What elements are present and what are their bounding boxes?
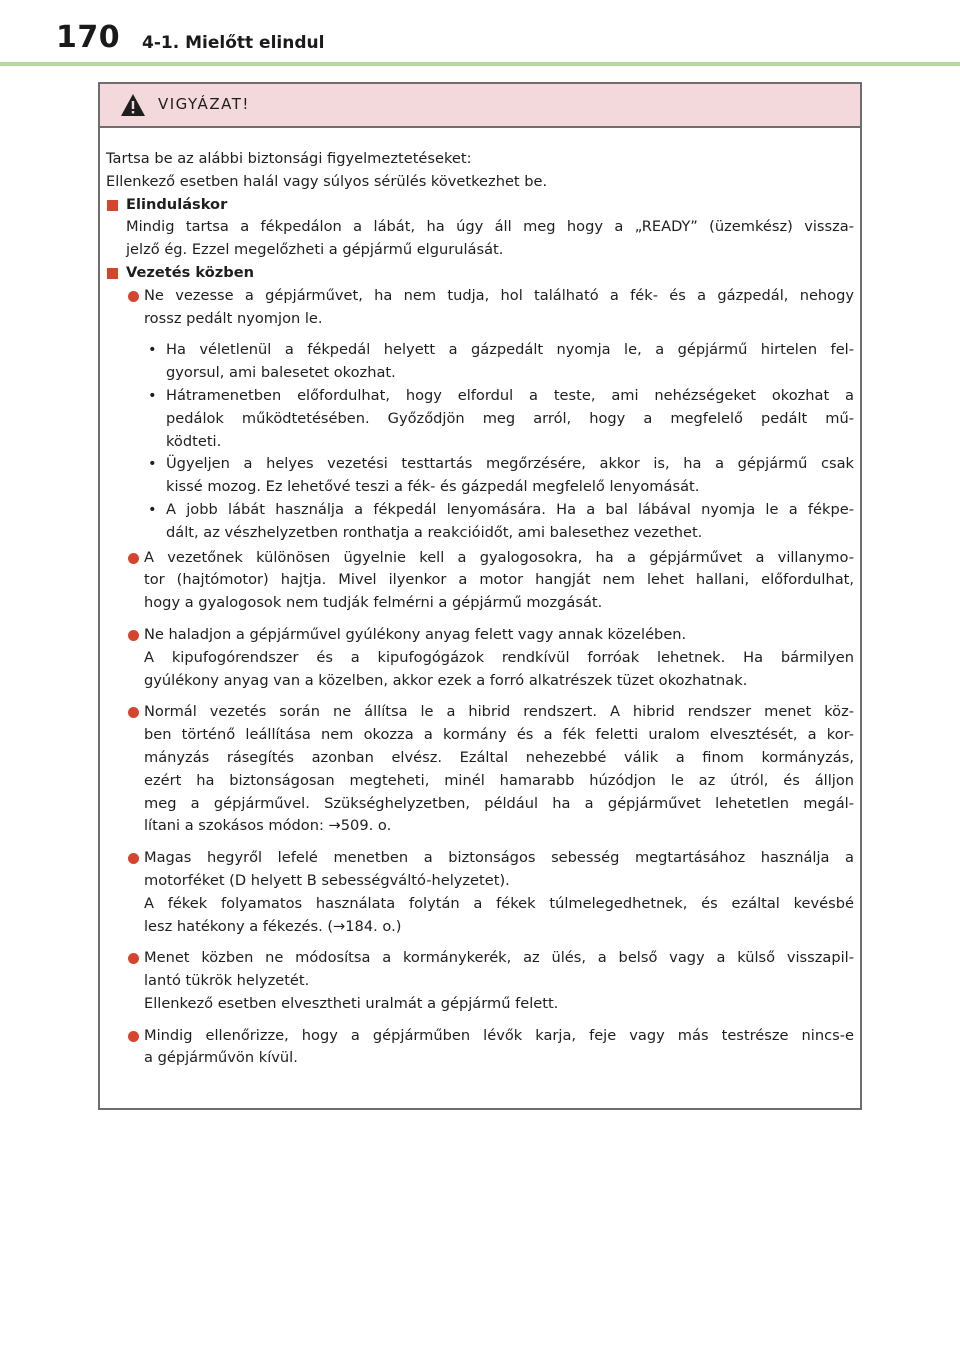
section-text	[106, 216, 854, 262]
text-line: jelző ég. Ezzel megelőzheti a gépjármű elgurulását.	[126, 241, 504, 259]
text-line: Ügyeljen a helyes vezetési testtartás megőrzésére, akkor is, ha a gépjármű csak	[166, 455, 854, 473]
text-line: motorféket (D helyett B sebességváltó-helyzetet).	[144, 871, 510, 889]
text-line: ben történő leállítása nem okozza a kormány és a fék feletti uralom elvesztését, a kor-	[144, 726, 854, 744]
list-item	[106, 547, 854, 615]
list-item	[106, 947, 854, 1015]
square-bullet-icon	[107, 200, 118, 211]
text-line: Ne vezesse a gépjárművet, ha nem tudja, hol található a fék- és a gázpedál, nehogy	[144, 286, 854, 304]
sub-list-item	[144, 499, 854, 545]
text-line: dált, az vészhelyzetben ronthatja a reakcióidőt, ami balesethez vezethet.	[166, 523, 703, 541]
text-line: lesz hatékony a fékezés. (→184. o.)	[144, 917, 402, 935]
text-line: ezért ha biztonságosan megteheti, minél hamarabb húzódjon le az útról, és álljon	[144, 771, 854, 789]
warning-header	[100, 84, 860, 128]
round-bullet-icon	[128, 853, 139, 864]
list-item	[106, 1025, 854, 1071]
warning-triangle-icon	[120, 93, 146, 117]
intro-line: Ellenkező esetben halál vagy súlyos sérülés következhet be.	[106, 172, 548, 190]
text-line: Mindig ellenőrizze, hogy a gépjárműben lévők karja, feje vagy más testrésze nincs-e	[144, 1026, 854, 1044]
dot-bullet-icon: •	[148, 341, 157, 359]
dot-bullet-icon: •	[148, 386, 157, 404]
list-item	[106, 701, 854, 838]
text-line: Menet közben ne módosítsa a kormánykerék, az ülés, a belső vagy a külső visszapil-	[144, 949, 854, 967]
round-bullet-icon	[128, 707, 139, 718]
sub-list-item	[144, 385, 854, 453]
sub-list	[106, 339, 854, 544]
text-line: pedálok működtetésében. Győződjön meg arról, hogy a megfelelő pedált mű-	[166, 409, 854, 427]
text-line: ködteti.	[166, 432, 222, 450]
round-bullet-icon	[128, 291, 139, 302]
sub-list-item	[144, 453, 854, 499]
text-line: Ha véletlenül a fékpedál helyett a gázpedált nyomja le, a gépjármű hirtelen fel-	[166, 341, 854, 359]
text-line: tor (hajtómotor) hajtja. Mivel ilyenkor a motor hangját nem lehet hallani, előfordulhat,	[144, 571, 854, 589]
text-line: rossz pedált nyomjon le.	[144, 309, 323, 327]
text-line: Hátramenetben előfordulhat, hogy elfordul a teste, ami nehézségeket okozhat a	[166, 386, 854, 404]
list-item	[106, 847, 854, 938]
warning-intro	[106, 148, 854, 194]
text-line: A jobb lábát használja a fékpedál lenyomására. Ha a bal lábával nyomja le a fékpe-	[166, 500, 854, 518]
text-line: Magas hegyről lefelé menetben a biztonságos sebesség megtartásához használja a	[144, 849, 854, 867]
intro-line: Tartsa be az alábbi biztonsági figyelmeztetéseket:	[106, 150, 472, 167]
sub-list-item	[144, 339, 854, 385]
list-item	[106, 624, 854, 692]
text-line: A kipufogórendszer és a kipufogógázok rendkívül forróak lehetnek. Ha bármilyen	[144, 648, 854, 666]
text-line: Mindig tartsa a fékpedálon a lábát, ha úgy áll meg hogy a „READY” (üzemkész) vissza-	[126, 218, 854, 236]
warning-box	[98, 82, 862, 1110]
text-line: mányzás rásegítés azonban elvész. Ezáltal nehezebbé válik a finom kormányzás,	[144, 748, 854, 766]
text-line: gyúlékony anyag van a közelben, akkor ezek a forró alkatrészek tüzet okozhatnak.	[144, 671, 748, 689]
section-heading-label: Elinduláskor	[126, 195, 228, 213]
round-bullet-icon	[128, 630, 139, 641]
text-line: gyorsul, ami balesetet okozhat.	[166, 364, 396, 382]
round-bullet-icon	[128, 953, 139, 964]
text-line: hogy a gyalogosok nem tudják felmérni a gépjármű mozgását.	[144, 594, 603, 612]
text-line: lítani a szokásos módon: →509. o.	[144, 817, 392, 835]
section-heading-label: Vezetés közben	[126, 263, 254, 281]
text-line: Ellenkező esetben elvesztheti uralmát a gépjármű felett.	[144, 994, 559, 1012]
list-item	[106, 285, 854, 331]
section-heading-elindulaskor	[106, 194, 854, 217]
text-line: lantó tükrök helyzetét.	[144, 972, 310, 990]
header-rule	[0, 62, 960, 66]
dot-bullet-icon: •	[148, 500, 157, 518]
round-bullet-icon	[128, 553, 139, 564]
dot-bullet-icon: •	[148, 455, 157, 473]
text-line: meg a gépjárművel. Szükséghelyzetben, például ha a gépjárművet lehetetlen megál-	[144, 794, 854, 812]
warning-body	[106, 148, 854, 1079]
page-number: 170	[56, 20, 121, 55]
section-heading-vezetes-kozben	[106, 262, 854, 285]
text-line: Normál vezetés során ne állítsa le a hibrid rendszert. A hibrid rendszer menet köz-	[144, 703, 854, 721]
section-title: 4-1. Mielőtt elindul	[142, 33, 325, 53]
text-line: kissé mozog. Ez lehetővé teszi a fék- és gázpedál megfelelő lenyomását.	[166, 478, 700, 496]
text-line: A vezetőnek különösen ügyelnie kell a gyalogosokra, ha a gépjárművet a villanymo-	[144, 548, 854, 566]
page-header	[0, 0, 960, 70]
round-bullet-icon	[128, 1031, 139, 1042]
text-line: a gépjárművön kívül.	[144, 1049, 298, 1067]
warning-title: VIGYÁZAT!	[158, 95, 250, 113]
square-bullet-icon	[107, 268, 118, 279]
text-line: A fékek folyamatos használata folytán a fékek túlmelegedhetnek, és ezáltal kevésbé	[144, 894, 854, 912]
text-line: Ne haladjon a gépjárművel gyúlékony anyag felett vagy annak közelében.	[144, 625, 687, 643]
